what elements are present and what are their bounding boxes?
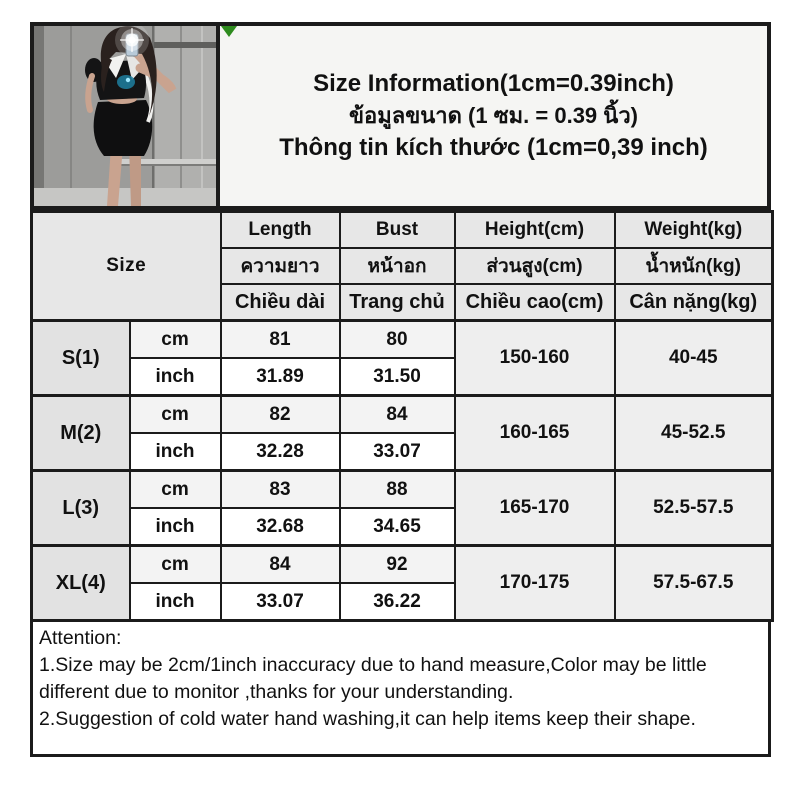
col-header-height-vi: Chiều cao(cm): [455, 284, 615, 321]
col-header-height-th: ส่วนสูง(cm): [455, 248, 615, 284]
col-header-bust-en: Bust: [340, 212, 455, 249]
s-weight-range: 40-45: [615, 321, 773, 396]
product-photo: [30, 22, 220, 210]
col-header-length-vi: Chiều dài: [221, 284, 340, 321]
unit-inch: inch: [130, 508, 221, 546]
xl-length-cm: 84: [221, 546, 340, 584]
attention-line-1: 1.Size may be 2cm/1inch inaccuracy due to hand measure,Color may be little: [39, 654, 707, 676]
s-height-range: 150-160: [455, 321, 615, 396]
s-length-cm: 81: [221, 321, 340, 359]
size-header-cell: Size: [32, 212, 221, 321]
l-bust-inch: 34.65: [340, 508, 455, 546]
header-row-en: [32, 212, 773, 249]
col-header-weight-en: Weight(kg): [615, 212, 773, 249]
attention-note: [30, 622, 771, 757]
size-label-s: S(1): [32, 321, 130, 396]
m-length-inch: 32.28: [221, 433, 340, 471]
product-photo-illustration: [34, 26, 216, 206]
xl-weight-range: 57.5-67.5: [615, 546, 773, 621]
title-english: Size Information(1cm=0.39inch): [313, 70, 674, 98]
s-bust-inch: 31.50: [340, 358, 455, 396]
row-m-cm: [32, 396, 773, 434]
m-bust-cm: 84: [340, 396, 455, 434]
xl-height-range: 170-175: [455, 546, 615, 621]
size-chart-sheet: [30, 22, 771, 757]
unit-inch: inch: [130, 358, 221, 396]
l-length-inch: 32.68: [221, 508, 340, 546]
xl-length-inch: 33.07: [221, 583, 340, 621]
attention-line-2: different due to monitor ,thanks for your understanding.: [39, 681, 514, 703]
s-length-inch: 31.89: [221, 358, 340, 396]
attention-line-3: 2.Suggestion of cold water hand washing,it can help items keep their shape.: [39, 708, 696, 730]
title-box: [220, 22, 771, 210]
l-height-range: 165-170: [455, 471, 615, 546]
unit-cm: cm: [130, 471, 221, 509]
attention-heading: Attention:: [39, 627, 122, 649]
size-label-xl: XL(4): [32, 546, 130, 621]
l-bust-cm: 88: [340, 471, 455, 509]
unit-cm: cm: [130, 546, 221, 584]
unit-inch: inch: [130, 433, 221, 471]
unit-inch: inch: [130, 583, 221, 621]
xl-bust-cm: 92: [340, 546, 455, 584]
size-label-l: L(3): [32, 471, 130, 546]
l-weight-range: 52.5-57.5: [615, 471, 773, 546]
l-length-cm: 83: [221, 471, 340, 509]
col-header-bust-vi: Trang chủ: [340, 284, 455, 321]
row-s-cm: [32, 321, 773, 359]
col-header-weight-vi: Cân nặng(kg): [615, 284, 773, 321]
xl-bust-inch: 36.22: [340, 583, 455, 621]
row-l-cm: [32, 471, 773, 509]
col-header-weight-th: น้ำหนัก(kg): [615, 248, 773, 284]
row-xl-cm: [32, 546, 773, 584]
title-thai: ข้อมูลขนาด (1 ซม. = 0.39 นิ้ว): [348, 103, 638, 129]
title-vietnamese: Thông tin kích thước (1cm=0,39 inch): [279, 133, 708, 161]
col-header-length-th: ความยาว: [221, 248, 340, 284]
s-bust-cm: 80: [340, 321, 455, 359]
col-header-bust-th: หน้าอก: [340, 248, 455, 284]
col-header-height-en: Height(cm): [455, 212, 615, 249]
size-table: [30, 210, 774, 622]
m-weight-range: 45-52.5: [615, 396, 773, 471]
m-height-range: 160-165: [455, 396, 615, 471]
top-row: [30, 22, 771, 210]
green-corner-marker: [221, 26, 237, 37]
size-label-m: M(2): [32, 396, 130, 471]
unit-cm: cm: [130, 321, 221, 359]
unit-cm: cm: [130, 396, 221, 434]
m-length-cm: 82: [221, 396, 340, 434]
m-bust-inch: 33.07: [340, 433, 455, 471]
col-header-length-en: Length: [221, 212, 340, 249]
